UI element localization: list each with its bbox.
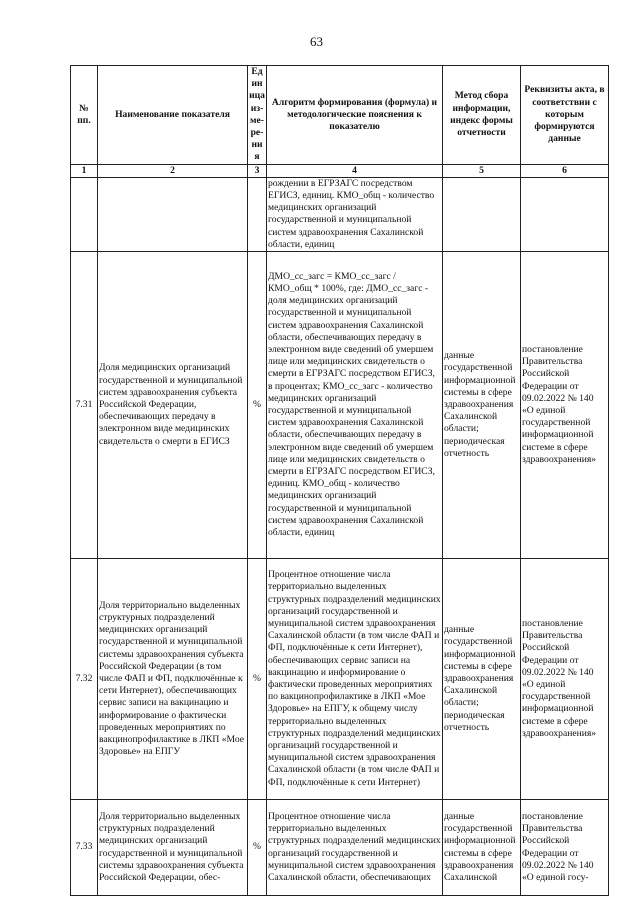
indicator-name: Доля территориально выделенных структурных подразделений медицинских организаций государственной и муниципальной системы здравоохранения субъекта Российской Федерации, обес- [98, 800, 248, 896]
unit: % [248, 252, 267, 559]
indicator-name: Доля территориально выделенных структурных подразделений медицинских организаций государственной и муниципальной системы здравоохранения субъекта Российской Федерации (в том числе ФАП и ФП, подключённые к сети Интернет), обеспечивающих сервис записи на вакцинацию и информирование о фактически проведенных мероприятиях по вакцинопрофилактике в ЛКП «Мое Здоровье» на ЕПГУ [98, 559, 248, 800]
table-row [71, 800, 609, 896]
column-number: 4 [267, 164, 443, 177]
algorithm: Процентное отношение числа территориально выделенных структурных подразделений медицинских организаций государственной и муниципальной систем здравоохранения Сахалинской области (в том числе ФАП и ФП, подключённые к сети Интернет), обеспечивающих сервис записи на вакцинацию и информирование о фактически проведенных мероприятиях по вакцинопрофилактике в ЛКП «Мое Здоровье» на ЕПГУ, к общему числу территориально выделенных структурных подразделений медицинских организаций государственной и муниципальной систем здравоохранения Сахалинской области (в том числе ФАП и ФП, подключённые к сети Интернет) [267, 559, 443, 800]
table-row [71, 252, 609, 559]
row-number: 7.33 [71, 800, 98, 896]
column-number-row [71, 164, 609, 177]
column-number: 2 [98, 164, 248, 177]
indicators-table [70, 65, 609, 896]
table-row [71, 177, 609, 251]
page-number: 63 [310, 34, 323, 49]
header-act: Реквизиты акта, в соответствии с которым формируются данные [521, 66, 609, 165]
algorithm: Процентное отношение числа территориально выделенных структурных подразделений медицинских организаций государственной и муниципальной систем здравоохранения Сахалинской области, обеспечивающих [267, 800, 443, 896]
indicator-name [98, 177, 248, 251]
legal-act [521, 177, 609, 251]
collection-method: данные государственной информационной системы в сфере здравоохранения Сахалинской области; периодическая отчетность [443, 559, 521, 800]
table-header-row [71, 66, 609, 165]
header-algorithm: Алгоритм формирования (формула) и методологические пояснения к показателю [267, 66, 443, 165]
indicator-name: Доля медицинских организаций государственной и муниципальной систем здравоохранения субъекта Российской Федерации, обеспечивающих передачу в электронном виде медицинских свидетельств о смерти в ЕГИСЗ [98, 252, 248, 559]
table-row [71, 559, 609, 800]
unit [248, 177, 267, 251]
algorithm: ДМО_сс_загс = КМО_сс_загс / КМО_общ * 100%, где: ДМО_сс_загс - доля медицинских организаций государственной и муниципальной систем здравоохранения Сахалинской области, обеспечивающих передачу в электронном виде сведений об умершем лице или медицинских свидетельств о смерти в ЕГРЗАГС посредством ЕГИСЗ, в процентах; КМО_сс_загс - количество медицинских организаций государственной и муниципальной систем здравоохранения Сахалинской области, обеспечивающих передачу в электронном виде сведений об умершем лице или медицинских свидетельств о смерти в ЕГРЗАГС посредством ЕГИСЗ, единиц. КМО_общ - количество медицинских организаций государственной и муниципальной систем здравоохранения Сахалинской области, единиц [267, 252, 443, 559]
unit: % [248, 559, 267, 800]
row-number: 7.32 [71, 559, 98, 800]
column-number: 3 [248, 164, 267, 177]
header-number: № пп. [71, 66, 98, 165]
unit: % [248, 800, 267, 896]
header-indicator-name: Наименование показателя [98, 66, 248, 165]
header-method: Метод сбора информации, индекс формы отчетности [443, 66, 521, 165]
column-number: 6 [521, 164, 609, 177]
legal-act: постановление Правительства Российской Федерации от 09.02.2022 № 140 «О единой государственной информационной системе в сфере здравоохранения» [521, 252, 609, 559]
collection-method: данные государственной информационной системы в сфере здравоохранения Сахалинской области; периодическая отчетность [443, 252, 521, 559]
column-number: 1 [71, 164, 98, 177]
column-number: 5 [443, 164, 521, 177]
collection-method: данные государственной информационной системы в сфере здравоохранения Сахалинской [443, 800, 521, 896]
header-unit: Единица из-ме-ре-ния [249, 66, 265, 163]
row-number: 7.31 [71, 252, 98, 559]
algorithm: рождении в ЕГРЗАГС посредством ЕГИСЗ, единиц. КМО_общ - количество медицинских организаций государственной и муниципальной систем здравоохранения Сахалинской области, единиц [267, 177, 443, 251]
legal-act: постановление Правительства Российской Федерации от 09.02.2022 № 140 «О единой государственной информационной системе в сфере здравоохранения» [521, 559, 609, 800]
row-number [71, 177, 98, 251]
legal-act: постановление Правительства Российской Федерации от 09.02.2022 № 140 «О единой госу- [521, 800, 609, 896]
collection-method [443, 177, 521, 251]
